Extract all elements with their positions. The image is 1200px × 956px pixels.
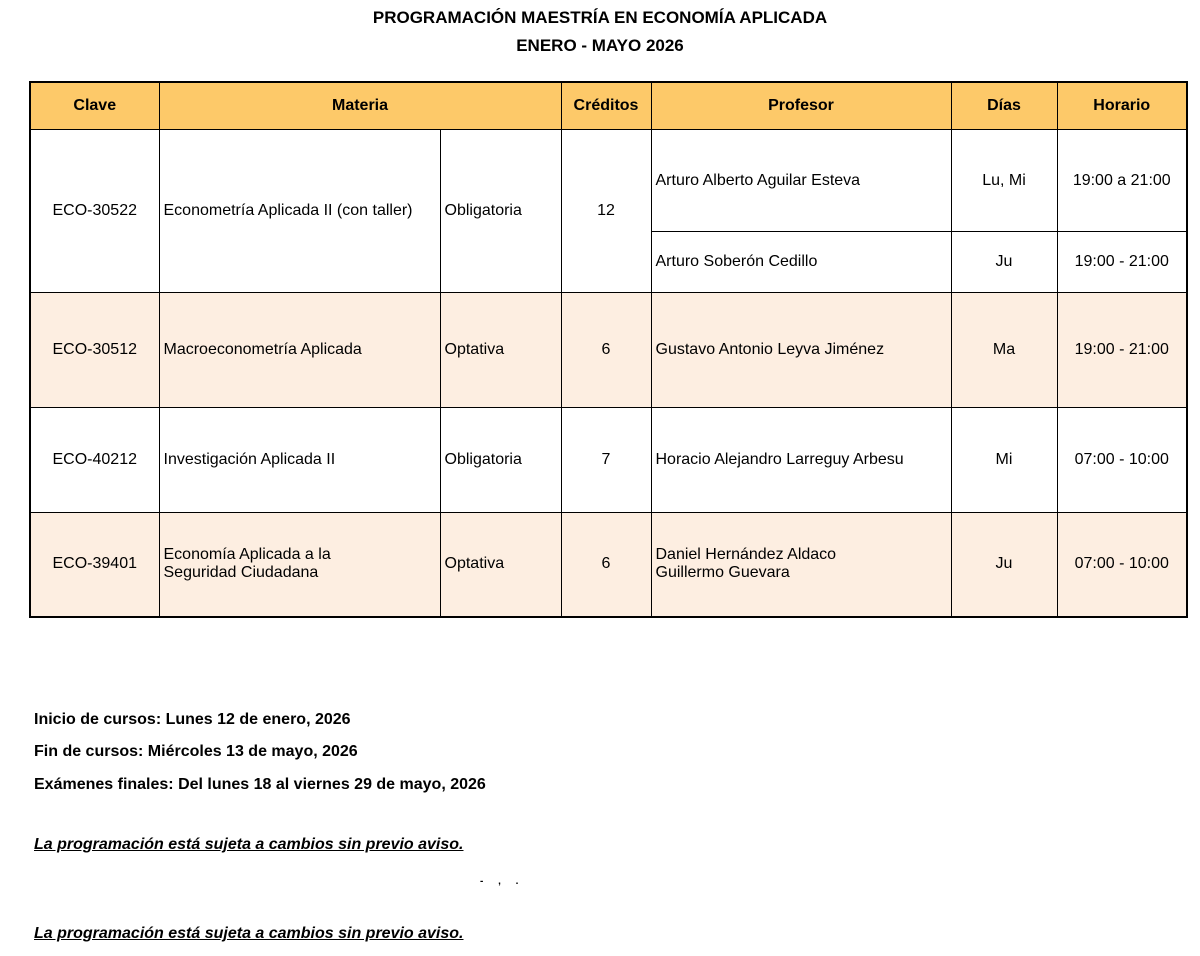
cell-profesor-line: Guillermo Guevara [655,564,790,582]
cell-tipo: Optativa [440,513,561,617]
cell-clave: ECO-39401 [30,513,159,617]
cell-profesor: Horacio Alejandro Larreguy Arbesu [651,408,951,513]
cell-materia [159,513,440,617]
disclaimer-note: La programación está sujeta a cambios sin previo aviso. [34,836,464,853]
table-header-row [30,82,1187,130]
cell-tipo: Optativa [440,293,561,408]
cell-profesor: Gustavo Antonio Leyva Jiménez [651,293,951,408]
cell-creditos: 12 [561,130,651,293]
column-header-clave: Clave [30,82,159,130]
column-header-creditos: Créditos [561,82,651,130]
cell-profesor [651,513,951,617]
table-row [30,130,1187,232]
cell-materia-line: Economía Aplicada a la [163,546,331,564]
cell-profesor-line: Daniel Hernández Aldaco [655,546,837,564]
cell-tipo: Obligatoria [440,130,561,293]
cell-creditos: 6 [561,513,651,617]
table-row [30,513,1187,617]
cell-tipo: Obligatoria [440,408,561,513]
column-header-dias: Días [951,82,1057,130]
course-start-text: Inicio de cursos: Lunes 12 de enero, 2026 [34,711,351,728]
cell-clave: ECO-30522 [30,130,159,293]
cell-dias: Ma [951,293,1057,408]
cell-horario: 19:00 - 21:00 [1057,293,1187,408]
cell-materia: Investigación Aplicada II [159,408,440,513]
page-subtitle: ENERO - MAYO 2026 [516,36,684,55]
cell-horario: 07:00 - 10:00 [1057,513,1187,617]
table-row [30,408,1187,513]
cell-horario: 07:00 - 10:00 [1057,408,1187,513]
disclaimer-note: La programación está sujeta a cambios sin previo aviso. [34,925,464,942]
cell-materia: Econometría Aplicada II (con taller) [159,130,440,293]
cell-creditos: 6 [561,293,651,408]
cell-dias: Mi [951,408,1057,513]
cell-materia: Macroeconometría Aplicada [159,293,440,408]
cell-dias: Ju [951,232,1057,293]
cell-profesor: Arturo Alberto Aguilar Esteva [651,130,951,232]
page-title: PROGRAMACIÓN MAESTRÍA EN ECONOMÍA APLICADA [372,8,828,27]
cell-profesor: Arturo Soberón Cedillo [651,232,951,293]
cell-clave: ECO-40212 [30,408,159,513]
column-header-materia: Materia [159,82,561,130]
cell-clave: ECO-30512 [30,293,159,408]
column-header-profesor: Profesor [651,82,951,130]
cell-dias: Lu, Mi [951,130,1057,232]
cell-materia-line: Seguridad Ciudadana [163,564,319,582]
table-row [30,293,1187,408]
cell-dias: Ju [951,513,1057,617]
cell-horario: 19:00 - 21:00 [1057,232,1187,293]
final-exams-text: Exámenes finales: Del lunes 18 al viernes 29 de mayo, 2026 [34,776,486,793]
stray-marks: - , . [480,876,525,887]
cell-horario: 19:00 a 21:00 [1057,130,1187,232]
column-header-horario: Horario [1057,82,1187,130]
cell-creditos: 7 [561,408,651,513]
schedule-table [29,81,1188,618]
course-end-text: Fin de cursos: Miércoles 13 de mayo, 2026 [34,743,358,760]
